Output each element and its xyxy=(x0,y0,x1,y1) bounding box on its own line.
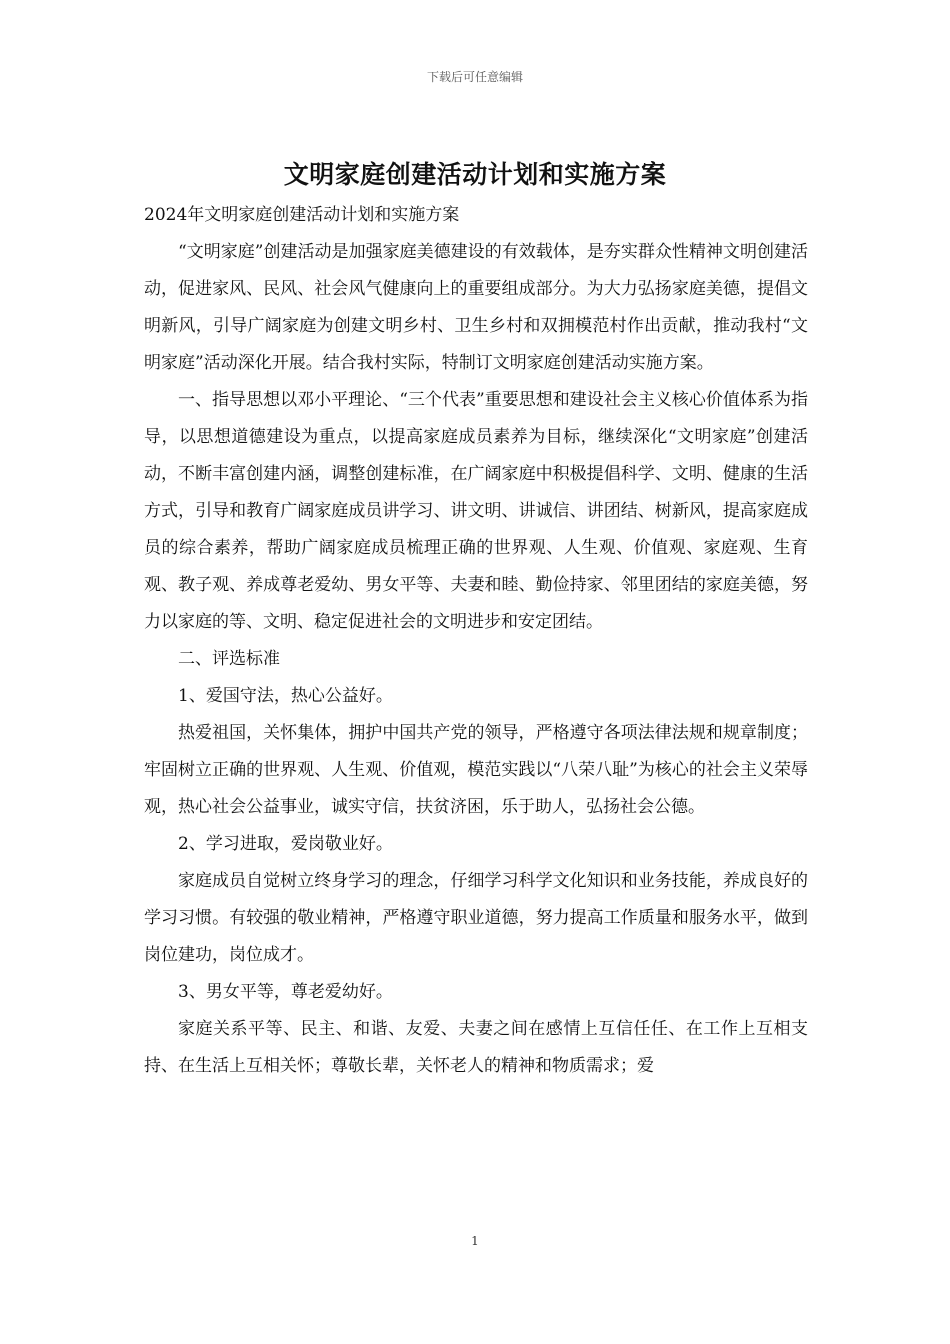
paragraph-intro: “文明家庭”创建活动是加强家庭美德建设的有效载体，是夯实群众性精神文明创建活动，促进家风、民风、社会风气健康向上的重要组成部分。为大力弘扬家庭美德，提倡文明新风，引导广阔家庭为创建文明乡村、卫生乡村和双拥模范村作出贡献，推动我村“文明家庭”活动深化开展。结合我村实际，特制订文明家庭创建活动实施方案。 xyxy=(144,242,808,373)
page-title: 文明家庭创建活动计划和实施方案 xyxy=(283,160,667,189)
paragraph-guiding-ideology: 一、指导思想以邓小平理论、“三个代表”重要思想和建设社会主义核心价值体系为指导，以思想道德建设为重点，以提高家庭成员素养为目标，继续深化“文明家庭”创建活动，不断丰富创建内涵，调整创建标准，在广阔家庭中积极提倡科学、文明、健康的生活方式，引导和教育广阔家庭成员讲学习、讲文明、讲诚信、讲团结、树新风，提高家庭成员的综合素养，帮助广阔家庭成员梳理正确的世界观、人生观、价值观、家庭观、生育观、教子观、养成尊老爱幼、男女平等、夫妻和睦、勤俭持家、邻里团结的家庭美德，努力以家庭的等、文明、稳定促进社会的文明进步和安定团结。 xyxy=(144,390,808,632)
page-number: 1 xyxy=(471,1234,479,1248)
section-heading-criteria: 二、评选标准 xyxy=(178,649,280,669)
document-body xyxy=(144,197,808,1085)
header-note: 下载后可任意编辑 xyxy=(426,70,523,84)
criterion-text-2: 家庭成员自觉树立终身学习的理念，仔细学习科学文化知识和业务技能，养成良好的学习习惯。有较强的敬业精神，严格遵守职业道德，努力提高工作质量和服务水平，做到岗位建功，岗位成才。 xyxy=(144,871,808,965)
criterion-text-1: 热爱祖国，关怀集体，拥护中国共产党的领导，严格遵守各项法律法规和规章制度；牢固树立正确的世界观、人生观、价值观，模范实践以“八荣八耻”为核心的社会主义荣辱观，热心社会公益事业，诚实守信，扶贫济困，乐于助人，弘扬社会公德。 xyxy=(144,723,808,817)
criterion-heading-2: 2、学习进取，爱岗敬业好。 xyxy=(178,834,393,854)
criterion-text-3: 家庭关系平等、民主、和谐、友爱、夫妻之间在感情上互信任任、在工作上互相支持、在生活上互相关怀；尊敬长辈，关怀老人的精神和物质需求；爱 xyxy=(144,1019,808,1076)
criterion-heading-3: 3、男女平等，尊老爱幼好。 xyxy=(178,982,393,1002)
criterion-heading-1: 1、爱国守法，热心公益好。 xyxy=(178,686,393,706)
document-subtitle: 2024年文明家庭创建活动计划和实施方案 xyxy=(144,205,460,225)
